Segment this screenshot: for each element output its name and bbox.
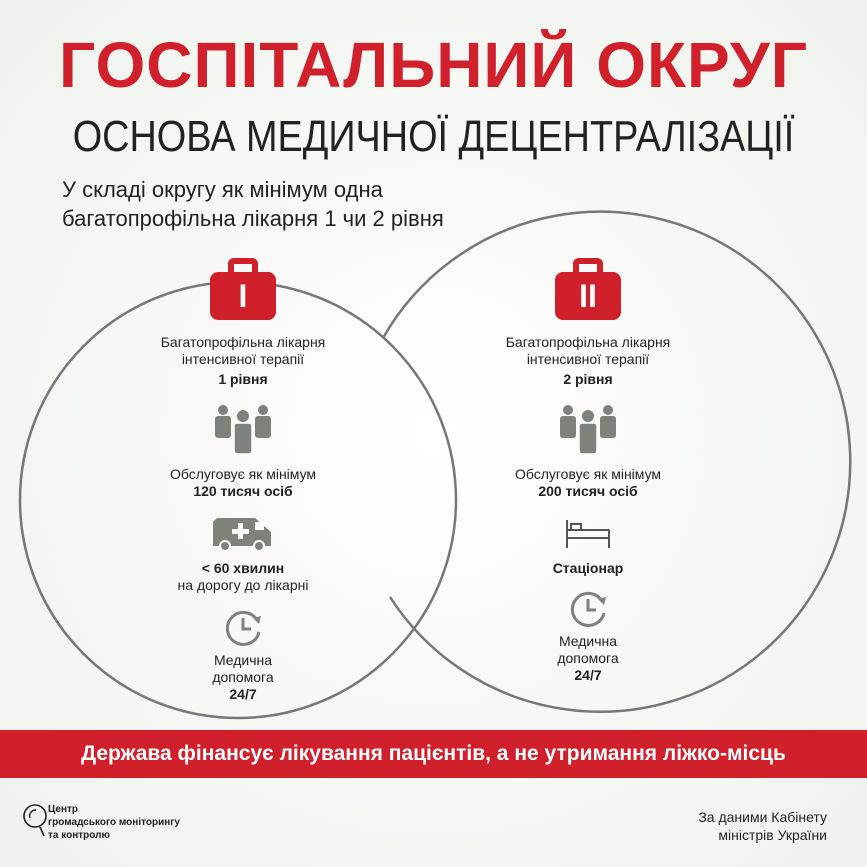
population-value: 120 тисяч осіб (193, 483, 293, 499)
clock-icon (221, 608, 265, 648)
source-line: міністрів України (718, 827, 827, 843)
hospital-type: Багатопрофільна лікарня (160, 334, 326, 350)
serves-label: Обслуговує як мінімум (169, 466, 317, 482)
bed-icon (563, 516, 613, 550)
hospital-type: інтенсивної терапії (181, 351, 305, 367)
org-name-line: громадського моніторингу (48, 817, 180, 828)
travel-time: < 60 хвилин (201, 560, 285, 576)
bottom-banner: Держава фінансує лікування пацієнтів, а не утримання ліжко-місць (0, 730, 867, 778)
org-logo-icon (22, 800, 48, 840)
org-name-line: Центр (48, 804, 79, 815)
people-icon (558, 404, 618, 454)
page-title: ГОСПІТАЛЬНИЙ ОКРУГ (59, 29, 808, 101)
source-line: За даними Кабінету (698, 809, 827, 825)
hospital-type: Багатопрофільна лікарня (505, 334, 671, 350)
travel-time-note: на дорогу до лікарні (177, 577, 309, 593)
care-label: допомога (212, 669, 274, 685)
level-badge: I (210, 272, 276, 320)
org-name (48, 803, 180, 842)
briefcase-icon (555, 258, 621, 320)
org-name-line: та контролю (48, 830, 111, 841)
hospital-level: 2 рівня (563, 371, 613, 387)
page-subtitle: ОСНОВА МЕДИЧНОЇ ДЕЦЕНТРАЛІЗАЦІЇ (72, 112, 795, 161)
population-value: 200 тисяч осіб (538, 483, 638, 499)
level1-column (123, 258, 363, 703)
hospital-level: 1 рівня (218, 371, 268, 387)
clock-icon (566, 589, 610, 629)
intro-line: багатопрофільна лікарня 1 чи 2 рівня (62, 206, 444, 231)
care-hours: 24/7 (574, 667, 602, 683)
level2-column (468, 258, 708, 684)
briefcase-icon (210, 258, 276, 320)
care-label: допомога (557, 650, 619, 666)
intro-line: У складі округу як мінімум одна (62, 177, 383, 202)
serves-label: Обслуговує як мінімум (514, 466, 662, 482)
care-label: Медична (558, 633, 618, 649)
source-note (698, 808, 827, 844)
level-badge: II (555, 272, 621, 320)
inpatient-label: Стаціонар (552, 560, 624, 576)
ambulance-icon (211, 514, 275, 552)
care-label: Медична (213, 652, 273, 668)
people-icon (213, 404, 273, 454)
hospital-type: інтенсивної терапії (526, 351, 650, 367)
care-hours: 24/7 (229, 686, 257, 702)
